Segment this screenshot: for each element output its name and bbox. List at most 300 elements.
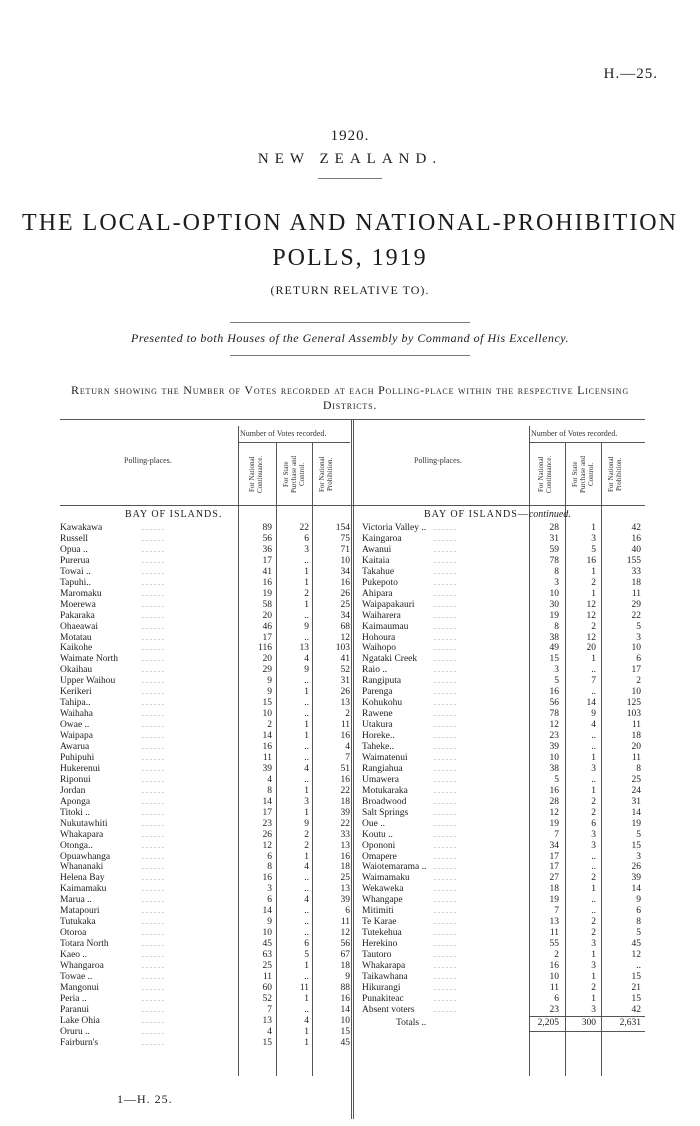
leader-dots: . . . . . . (434, 566, 456, 576)
prohibition-value: 18 (631, 731, 641, 742)
polling-place-name: Motukaraka (362, 785, 408, 796)
leader-dots: . . . . . . (142, 577, 164, 587)
continuance-value: 3 (267, 884, 272, 895)
leader-dots: . . . . . . (434, 720, 456, 730)
state-purchase-value: 2 (591, 982, 596, 993)
leader-dots: . . . . . . (142, 939, 164, 949)
prohibition-value: 12 (631, 950, 641, 961)
state-purchase-value: 2 (591, 873, 596, 884)
year: 1920. (330, 128, 370, 144)
continuance-value: 3 (554, 665, 559, 676)
prohibition-value: 31 (631, 796, 641, 807)
state-purchase-value: .. (304, 698, 309, 709)
leader-dots: . . . . . . (434, 840, 456, 850)
state-purchase-value: 3 (591, 840, 596, 851)
leader-dots: . . . . . . (434, 698, 456, 708)
leader-dots: . . . . . . (142, 796, 164, 806)
continuance-header: For National Continuance. (537, 455, 553, 493)
continuance-value: 14 (262, 731, 272, 742)
table-row (362, 731, 646, 742)
state-purchase-value: 1 (591, 523, 596, 533)
continuance-value: 18 (549, 884, 559, 895)
prohibition-value: 25 (631, 774, 641, 785)
polling-place-name: Absent voters (362, 1004, 415, 1015)
page-footer: 1—H. 25. (117, 1092, 173, 1106)
prohibition-value: 11 (631, 752, 641, 763)
continuance-value: 10 (549, 971, 559, 982)
polling-place-name: Whakarapa (362, 961, 406, 971)
prohibition-value: 8 (636, 763, 641, 774)
continuance-value: 27 (549, 873, 559, 884)
divider (230, 322, 470, 323)
polling-place-name: Kaikohe (60, 643, 93, 654)
continuance-value: 16 (549, 785, 559, 796)
polling-place-name: Otoroa (60, 928, 87, 939)
continuance-value: 9 (267, 676, 272, 687)
leader-dots: . . . . . . (434, 928, 456, 938)
table-row (60, 567, 350, 578)
table-row (362, 556, 646, 567)
state-purchase-value: 2 (591, 928, 596, 939)
state-purchase-value: 2 (591, 807, 596, 818)
prohibition-value: 14 (631, 807, 641, 818)
polling-place-name: Puhipuhi (60, 752, 95, 763)
table-row (60, 862, 350, 873)
table-row (60, 578, 350, 589)
leader-dots: . . . . . . (434, 643, 456, 653)
state-purchase-value: 4 (304, 1015, 309, 1026)
table-row (60, 731, 350, 742)
polling-place-name: Mitimiti (362, 906, 394, 917)
prohibition-value: 16 (340, 851, 350, 862)
divider (230, 355, 470, 356)
table-row (362, 862, 646, 873)
state-purchase-value: 4 (304, 654, 309, 665)
continuance-value: 7 (554, 906, 559, 917)
state-purchase-value: 4 (304, 862, 309, 873)
continuance-value: 16 (549, 961, 559, 971)
polling-place-name: Waihopo (362, 643, 397, 654)
polling-place-name: Rangiahua (362, 763, 403, 774)
continuance-value: 59 (549, 544, 559, 555)
leader-dots: . . . . . . (142, 752, 164, 762)
continuance-value: 12 (262, 840, 272, 851)
state-purchase-value: .. (304, 917, 309, 928)
polling-place-name: Owae .. (60, 720, 90, 731)
leader-dots: . . . . . . (142, 971, 164, 981)
table-row (60, 786, 350, 797)
continuance-value: 34 (549, 840, 559, 851)
state-purchase-value: 1 (591, 971, 596, 982)
continuance-value: 4 (267, 1026, 272, 1037)
state-purchase-value: 3 (591, 829, 596, 840)
table-row (362, 611, 646, 622)
leader-dots: . . . . . . (142, 763, 164, 773)
prohibition-value: 9 (345, 971, 350, 982)
continuance-value: 16 (262, 873, 272, 884)
prohibition-value: 52 (340, 665, 350, 676)
continuance-value: 14 (262, 796, 272, 807)
table-row (60, 665, 350, 676)
leader-dots: . . . . . . (434, 862, 456, 872)
continuance-value: 63 (262, 950, 272, 961)
polling-place-name: Riponui (60, 774, 91, 785)
state-purchase-value: 1 (304, 566, 309, 577)
state-purchase-value: .. (591, 687, 596, 698)
prohibition-value: 11 (631, 720, 641, 731)
continuance-value: 39 (262, 763, 272, 774)
leader-dots: . . . . . . (434, 676, 456, 686)
leader-dots: . . . . . . (142, 906, 164, 916)
leader-dots: . . . . . . (434, 829, 456, 839)
continuance-value: 13 (262, 1015, 272, 1026)
prohibition-value: 75 (340, 533, 350, 544)
table-row (362, 808, 646, 819)
left-section-heading: BAY OF ISLANDS. (125, 509, 223, 520)
state-purchase-value: 14 (586, 698, 596, 709)
continuance-value: 38 (549, 763, 559, 774)
polling-place-name: Pukepoto (362, 577, 398, 588)
continuance-value: 17 (549, 851, 559, 862)
state-purchase-value: 1 (304, 1037, 309, 1048)
continuance-value: 15 (262, 698, 272, 709)
leader-dots: . . . . . . (142, 851, 164, 861)
polling-place-name: Parenga (362, 687, 393, 698)
polling-place-name: Towae .. (60, 971, 93, 982)
polling-place-name: Kaingaroa (362, 533, 402, 544)
continuance-value: 28 (549, 523, 559, 533)
state-purchase-value: 3 (304, 796, 309, 807)
leader-dots: . . . . . . (434, 742, 456, 751)
prohibition-value: 45 (340, 1037, 350, 1048)
continuance-value: 8 (554, 566, 559, 577)
totals-state-purchase: 300 (581, 1018, 596, 1028)
state-purchase-value: 4 (591, 720, 596, 731)
polling-place-name: Kaimaumau (362, 621, 409, 632)
prohibition-value: 15 (340, 1026, 350, 1037)
table-row (362, 567, 646, 578)
state-purchase-value: 2 (591, 917, 596, 928)
prohibition-value: 6 (345, 906, 350, 917)
continuance-value: 23 (549, 731, 559, 742)
continuance-value: 56 (549, 698, 559, 709)
table-row (362, 1005, 646, 1016)
polling-place-name: Waimamaku (362, 873, 410, 884)
state-purchase-value: 1 (304, 687, 309, 698)
continuance-value: 31 (549, 533, 559, 544)
continuance-value: 17 (262, 807, 272, 818)
polling-place-name: Taikawhana (362, 971, 408, 982)
table-row (362, 841, 646, 852)
leader-dots: . . . . . . (142, 928, 164, 938)
leader-dots: . . . . . . (434, 523, 456, 532)
table-row (362, 687, 646, 698)
state-purchase-value: 22 (299, 523, 309, 533)
prohibition-value: 12 (340, 632, 350, 643)
prohibition-value: 5 (636, 928, 641, 939)
leader-dots: . . . . . . (434, 621, 456, 631)
table-row (362, 742, 646, 753)
table-row (362, 589, 646, 600)
polling-place-name: Ohaeawai (60, 621, 98, 632)
document-subtitle: (RETURN RELATIVE TO). (270, 283, 430, 297)
prohibition-value: 12 (340, 928, 350, 939)
polling-place-name: Herekino (362, 939, 398, 950)
continuance-value: 5 (554, 676, 559, 687)
prohibition-value: 88 (340, 982, 350, 993)
continuance-value: 78 (549, 555, 559, 566)
prohibition-value: 11 (631, 588, 641, 599)
state-purchase-value: .. (304, 742, 309, 752)
continuance-value: 11 (262, 971, 272, 982)
state-purchase-value: 3 (304, 544, 309, 555)
state-purchase-value: 1 (304, 599, 309, 610)
table-row (362, 709, 646, 720)
leader-dots: . . . . . . (434, 610, 456, 620)
leader-dots: . . . . . . (434, 982, 456, 992)
continuance-value: 12 (549, 807, 559, 818)
polling-place-name: Wekaweka (362, 884, 404, 895)
leader-dots: . . . . . . (434, 632, 456, 642)
state-purchase-header: For State Purchase and Control. (571, 455, 595, 493)
leader-dots: . . . . . . (434, 971, 456, 981)
polling-place-name: Opua .. (60, 544, 88, 555)
prohibition-value: 2 (345, 709, 350, 720)
polling-place-name: Punakiteac (362, 993, 404, 1004)
continuance-value: 58 (262, 599, 272, 610)
prohibition-value: 10 (340, 555, 350, 566)
leader-dots: . . . . . . (142, 895, 164, 905)
continuance-value: 20 (262, 654, 272, 665)
prohibition-value: 42 (631, 1004, 641, 1015)
prohibition-value: 4 (345, 742, 350, 752)
leader-dots: . . . . . . (142, 1015, 164, 1025)
prohibition-value: .. (636, 961, 641, 971)
leader-dots: . . . . . . (142, 588, 164, 598)
continuance-value: 2 (267, 720, 272, 731)
continuance-value: 89 (262, 523, 272, 533)
state-purchase-value: .. (304, 610, 309, 621)
polling-place-name: Okaihau (60, 665, 93, 676)
continuance-header: For National Continuance. (248, 455, 264, 493)
totals-continuance: 2,205 (537, 1018, 559, 1028)
table-row (362, 797, 646, 808)
state-purchase-value: 1 (591, 785, 596, 796)
continuance-value: 10 (549, 588, 559, 599)
polling-place-name: Rawene (362, 709, 393, 720)
state-purchase-value: 3 (591, 939, 596, 950)
table-row (60, 720, 350, 731)
polling-place-name: Totara North (60, 939, 109, 950)
polling-place-name: Tutukaka (60, 917, 96, 928)
state-purchase-value: 2 (304, 840, 309, 851)
prohibition-value: 6 (636, 654, 641, 665)
leader-dots: . . . . . . (142, 1037, 164, 1047)
header-subrule (238, 442, 350, 443)
prohibition-value: 3 (636, 851, 641, 862)
polling-place-name: Umawera (362, 774, 399, 785)
polling-place-name: Utakura (362, 720, 393, 731)
leader-dots: . . . . . . (434, 917, 456, 927)
prohibition-value: 2 (636, 676, 641, 687)
state-purchase-value: 9 (591, 709, 596, 720)
prohibition-value: 103 (335, 643, 350, 654)
table-row (362, 830, 646, 841)
prohibition-value: 16 (340, 774, 350, 785)
table-row (362, 534, 646, 545)
leader-dots: . . . . . . (142, 621, 164, 631)
table-row (60, 753, 350, 764)
state-purchase-value: 1 (304, 851, 309, 862)
polling-place-name: Raio .. (362, 665, 388, 676)
table-row (60, 523, 350, 534)
polling-place-name: Koutu .. (362, 829, 393, 840)
continuance-value: 8 (267, 862, 272, 873)
state-purchase-value: 1 (591, 950, 596, 961)
polling-place-name: Salt Springs (362, 807, 409, 818)
table-row (362, 950, 646, 961)
prohibition-value: 5 (636, 829, 641, 840)
table-row (362, 906, 646, 917)
prohibition-value: 20 (631, 742, 641, 752)
totals-label: Totals .. (396, 1018, 427, 1028)
polling-place-name: Waipapa (60, 731, 93, 742)
state-purchase-value: 4 (304, 763, 309, 774)
state-purchase-value: 13 (299, 643, 309, 654)
state-purchase-value: 1 (591, 566, 596, 577)
leader-dots: . . . . . . (142, 555, 164, 565)
state-purchase-value: 1 (304, 993, 309, 1004)
polling-place-name: Upper Waihou (60, 676, 116, 687)
prohibition-value: 29 (631, 599, 641, 610)
table-row (60, 611, 350, 622)
table-row (362, 633, 646, 644)
leader-dots: . . . . . . (434, 555, 456, 565)
prohibition-value: 26 (340, 687, 350, 698)
prohibition-value: 15 (631, 993, 641, 1004)
prohibition-value: 22 (340, 785, 350, 796)
prohibition-value: 25 (340, 599, 350, 610)
prohibition-value: 18 (340, 961, 350, 971)
prohibition-value: 16 (340, 577, 350, 588)
state-purchase-value: .. (304, 676, 309, 687)
state-purchase-value: 5 (304, 950, 309, 961)
prohibition-value: 14 (631, 884, 641, 895)
table-row (60, 994, 350, 1005)
table-row (60, 917, 350, 928)
continuance-value: 41 (262, 566, 272, 577)
leader-dots: . . . . . . (434, 851, 456, 861)
country-heading: NEW ZEALAND. (257, 151, 443, 167)
prohibition-value: 7 (345, 752, 350, 763)
continuance-value: 17 (549, 862, 559, 873)
leader-dots: . . . . . . (142, 840, 164, 850)
polling-place-name: Aponga (60, 796, 91, 807)
leader-dots: . . . . . . (434, 906, 456, 916)
state-purchase-value: .. (591, 665, 596, 676)
continuance-value: 19 (549, 818, 559, 829)
totals-row (396, 1018, 646, 1029)
table-row (60, 1027, 350, 1038)
polling-place-name: Awanui (362, 544, 392, 555)
table-row (60, 589, 350, 600)
table-row (60, 709, 350, 720)
continuance-value: 19 (262, 588, 272, 599)
state-purchase-value: 6 (304, 533, 309, 544)
polling-place-name: Waimatenui (362, 752, 408, 763)
continuance-value: 11 (262, 752, 272, 763)
polling-place-name: Russell (60, 533, 88, 544)
leader-dots: . . . . . . (434, 654, 456, 664)
leader-dots: . . . . . . (434, 818, 456, 828)
prohibition-value: 22 (631, 610, 641, 621)
prohibition-value: 15 (631, 840, 641, 851)
prohibition-value: 39 (340, 807, 350, 818)
state-purchase-value: .. (304, 709, 309, 720)
polling-place-name: Towai .. (60, 566, 91, 577)
table-row (60, 698, 350, 709)
polling-place-name: Rangiputa (362, 676, 402, 687)
leader-dots: . . . . . . (142, 654, 164, 664)
leader-dots: . . . . . . (434, 873, 456, 883)
leader-dots: . . . . . . (142, 950, 164, 960)
continuance-value: 30 (549, 599, 559, 610)
prohibition-value: 6 (636, 906, 641, 917)
continuance-value: 9 (267, 687, 272, 698)
polling-place-name: Broadwood (362, 796, 407, 807)
table-row (362, 895, 646, 906)
right-section-heading (424, 509, 571, 520)
right-section-continued: continued. (528, 509, 571, 520)
continuance-value: 60 (262, 982, 272, 993)
prohibition-value: 33 (631, 566, 641, 577)
continuance-value: 4 (267, 774, 272, 785)
continuance-value: 13 (549, 917, 559, 928)
leader-dots: . . . . . . (434, 687, 456, 697)
continuance-value: 38 (549, 632, 559, 643)
leader-dots: . . . . . . (142, 720, 164, 730)
polling-place-name: Waipapakauri (362, 599, 415, 610)
prohibition-value: 34 (340, 610, 350, 621)
table-row (362, 698, 646, 709)
leader-dots: . . . . . . (142, 731, 164, 741)
table-row (60, 764, 350, 775)
polling-place-name: Awarua (60, 742, 90, 752)
leader-dots: . . . . . . (142, 884, 164, 894)
leader-dots: . . . . . . (142, 774, 164, 784)
polling-place-name: Taheke.. (362, 742, 395, 752)
polling-place-name: Takahue (362, 566, 395, 577)
prohibition-value: 103 (626, 709, 641, 720)
state-purchase-value: 4 (304, 895, 309, 906)
prohibition-value: 10 (631, 643, 641, 654)
state-purchase-value: 6 (304, 939, 309, 950)
prohibition-value: 26 (340, 588, 350, 599)
state-purchase-value: .. (304, 774, 309, 785)
state-purchase-value: 12 (586, 599, 596, 610)
polling-place-name: Otonga.. (60, 840, 93, 851)
polling-place-name: Waihaha (60, 709, 93, 720)
continuance-value: 56 (262, 533, 272, 544)
continuance-value: 28 (549, 796, 559, 807)
prohibition-value: 16 (340, 731, 350, 742)
state-purchase-value: 12 (586, 610, 596, 621)
polling-place-name: Fairburn's (60, 1037, 99, 1048)
table-row (60, 961, 350, 972)
state-purchase-value: 1 (304, 1026, 309, 1037)
prohibition-value: 3 (636, 632, 641, 643)
leader-dots: . . . . . . (142, 544, 164, 554)
